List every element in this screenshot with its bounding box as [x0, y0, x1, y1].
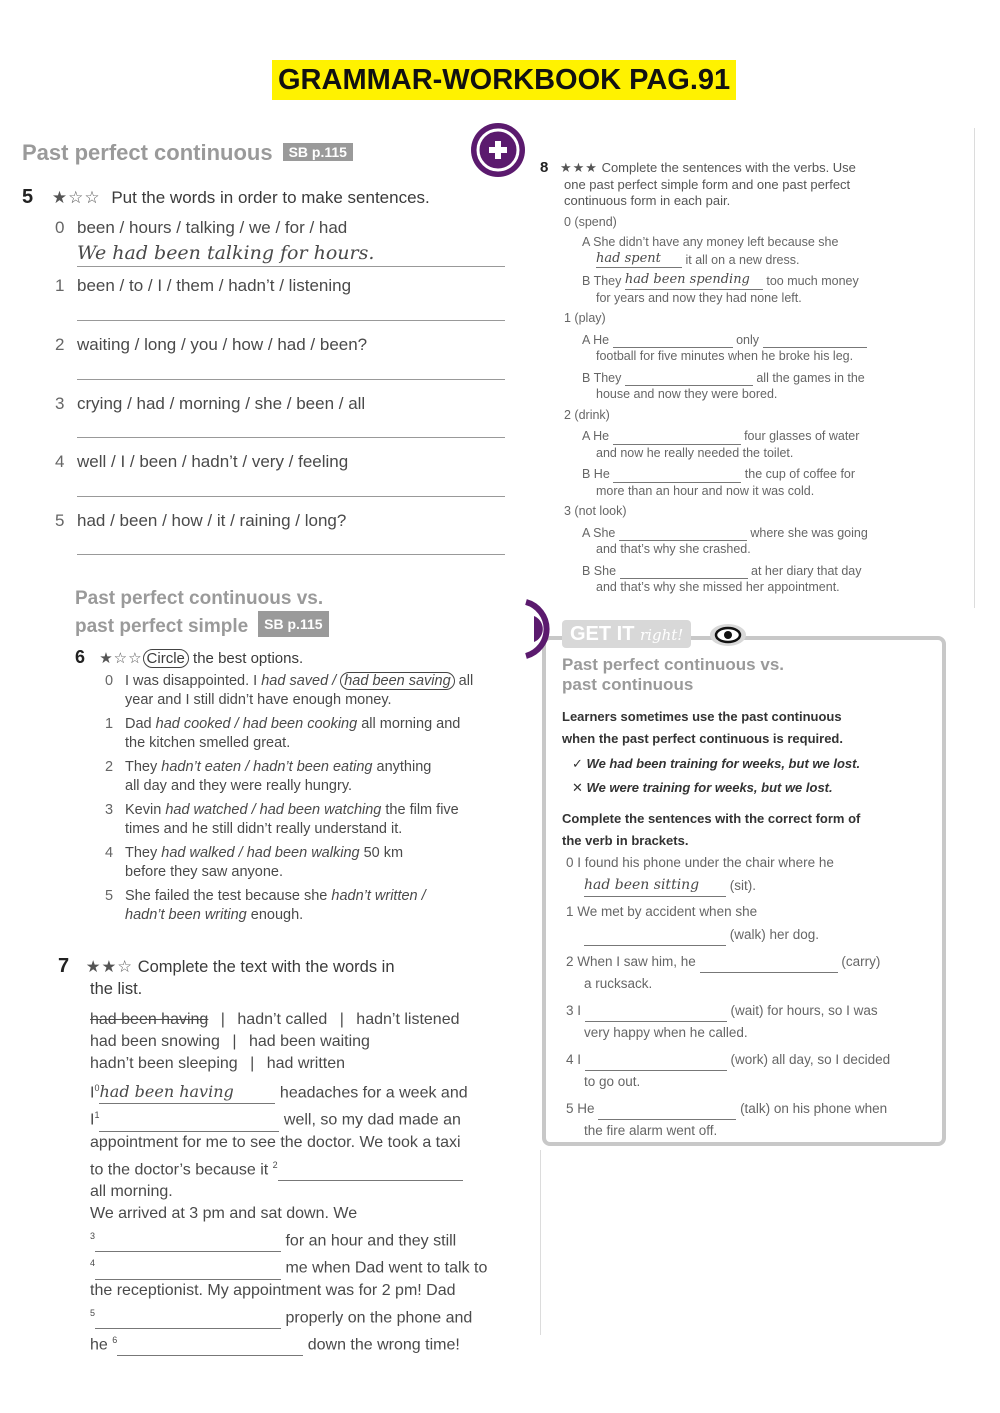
ex8-answer-0b: had been spending — [625, 272, 763, 290]
get-it-blank-4[interactable] — [585, 1048, 727, 1071]
ex5-item-5: 5 had / been / how / it / raining / long? — [55, 511, 347, 530]
ex7-blank-5[interactable] — [95, 1306, 281, 1329]
page-title: GRAMMAR-WORKBOOK PAG.91 — [272, 60, 736, 100]
eye-icon — [708, 622, 748, 648]
ex5-item-3: 3 crying / had / morning / she / been / all — [55, 394, 366, 413]
ex6-item-5: 5 She failed the test because she hadn’t written / — [105, 888, 426, 904]
get-it-blank-3[interactable] — [585, 999, 727, 1022]
struck-word: had been having — [90, 1011, 209, 1028]
ex7-word-list: had been having | hadn’t called | hadn’t listened had been snowing | had been waiting hadn’t been sleeping | had written — [90, 1011, 460, 1072]
ex5-answer-0: We had been talking for hours. — [77, 242, 505, 267]
ex7-text: $I^0had$ been having headaches for a week and $I^1$ well, so my dad made an appointment for me to see the doctor. We took a taxi to the doctor’s because it $^2$ all morning. We arrived at 3 pm and sat down. We $^3$ for an hour and they still $^4$ me when Dad went to talk to the receptionist. My appointment was for 2 pm! Dad $^5$ properly on the phone and he $^6$ down the wrong time! — [90, 1077, 510, 1356]
plus-circle-icon — [468, 120, 534, 182]
get-it-blank-5[interactable] — [598, 1097, 736, 1120]
section-heading-past-perfect-continuous — [22, 140, 353, 166]
ex5-answer-line-5[interactable] — [77, 554, 505, 555]
ex8-blank-2a[interactable] — [613, 427, 741, 445]
exercise-6-items: 0 I was disappointed. I had saved / had been saving all year and I still didn’t have enough money. 1 Dad had cooked / had been cooking all morning and the kitchen smelled great. 2 They hadn’t eaten / hadn’t been eating anything all day and they were really hungry. 3 Kevin had watched / had been watching the film five times and he still didn’t really understand it. 4 They had walked / had been walking 50 km before they saw anyone. 5 She failed the test because she hadn’t written / hadn’t been writing enough. — [105, 672, 505, 925]
purple-tab-icon — [522, 598, 558, 660]
ex7-blank-1[interactable] — [99, 1109, 279, 1132]
exercise-7-instruction: 7 ★★☆ Complete the text with the words in the list. — [58, 955, 395, 998]
sb-page-ref: SB p.115 — [283, 143, 353, 161]
circle-word: Circle — [143, 649, 189, 668]
get-it-items: 0 I found his phone under the chair where he had been sitting (sit). 1 We met by accident when she (walk) her dog. 2 When I saw him, he (carry) a rucksack. 3 I (wait) for hours, so I was very happy when he called. 4 I (work) all day, so I decided to go out. 5 He (talk) on his phone when the fire alarm went off. — [566, 855, 891, 1138]
right-edge-line — [974, 128, 975, 608]
ex7-blank-6[interactable] — [117, 1333, 303, 1356]
ex8-blank-1a2[interactable] — [763, 331, 867, 349]
get-it-right-badge: GET IT right! — [562, 620, 691, 648]
get-it-examples: ✓ We had been training for weeks, but we lost. ✕ We were training for weeks, but we lost. — [572, 756, 861, 795]
ex7-answer-0: had been having — [99, 1081, 275, 1104]
ex5-answer-line-1[interactable] — [77, 320, 505, 321]
ex6-item-4: 4 They had walked / had been walking 50 km — [105, 845, 404, 861]
ex5-answer-line-4[interactable] — [77, 496, 505, 497]
get-it-task: Complete the sentences with the correct form of the verb in brackets. — [562, 811, 861, 848]
ex5-item-1: 1 been / to / I / them / hadn’t / listening — [55, 276, 352, 295]
get-it-heading: Past perfect continuous vs. past continuous — [562, 655, 784, 694]
column-divider — [540, 1150, 541, 1335]
ex8-blank-1b[interactable] — [625, 369, 753, 387]
ex5-answer-line-3[interactable] — [77, 437, 505, 438]
get-it-intro: Learners sometimes use the past continuous when the past perfect continuous is required. — [562, 709, 843, 746]
ex8-answer-0a: had spent — [596, 251, 682, 269]
ex7-blank-3[interactable] — [95, 1229, 281, 1252]
ex5-item-0: 0 been / hours / talking / we / for / had — [55, 218, 348, 237]
exercise-6-instruction: 6 ★☆☆ Circle the best options. — [75, 647, 304, 667]
ex8-blank-3b[interactable] — [620, 562, 748, 580]
ex7-blank-4[interactable] — [95, 1257, 281, 1280]
exercise-8: 8 ★★★ Complete the sentences with the verbs. Use one past perfect simple form and one past perfect continuous form in each pair. 0 (spend) A She didn’t have any money left because she had spent it all on a new dress. B They had been spending too much money for years and now they had none left. 1 (play) A He only football for five minutes when he broke his leg. B They all the games in the house and now they were bored. 2 (drink) A He four glasses of water and now he really needed the toilet. B He the cup of coffee for more than an hour and now it was cold. 3 (not look) A She where she was going and that’s why she crashed. B She at her diary that day and that’s why she missed her appointment. — [540, 159, 868, 594]
get-it-answer-0: had been sitting — [584, 874, 726, 897]
section-heading-pp-continuous-vs-simple: Past perfect continuous vs. past perfect simple SB p.115 — [75, 587, 329, 639]
get-it-blank-1[interactable] — [584, 923, 726, 946]
ex7-blank-2[interactable] — [278, 1158, 463, 1181]
ex6-item-3: 3 Kevin had watched / had been watching the film five — [105, 802, 459, 818]
ex8-blank-1a1[interactable] — [613, 331, 733, 349]
ex5-item-2: 2 waiting / long / you / how / had / been? — [55, 335, 368, 354]
ex5-item-4: 4 well / I / been / hadn’t / very / feeling — [55, 452, 349, 471]
ex6-circled-answer: had been saving — [340, 672, 454, 690]
ex8-blank-2b[interactable] — [613, 465, 741, 483]
ex8-blank-3a[interactable] — [619, 524, 747, 542]
ex5-answer-line-2[interactable] — [77, 379, 505, 380]
ex6-item-2: 2 They hadn’t eaten / hadn’t been eating anything — [105, 759, 432, 775]
cross-icon: ✕ — [572, 780, 583, 795]
check-icon: ✓ — [572, 756, 583, 771]
ex6-item-0: 0 I was disappointed. I had saved / had been saving all — [105, 673, 474, 689]
section-heading-text: Past perfect continuous — [22, 140, 273, 165]
sb-page-ref-2: SB p.115 — [258, 611, 328, 637]
get-it-blank-2[interactable] — [700, 950, 838, 973]
exercise-5-instruction: 5 ★☆☆ Put the words in order to make sentences. — [22, 186, 430, 208]
ex6-item-1: 1 Dad had cooked / had been cooking all morning and — [105, 716, 461, 732]
